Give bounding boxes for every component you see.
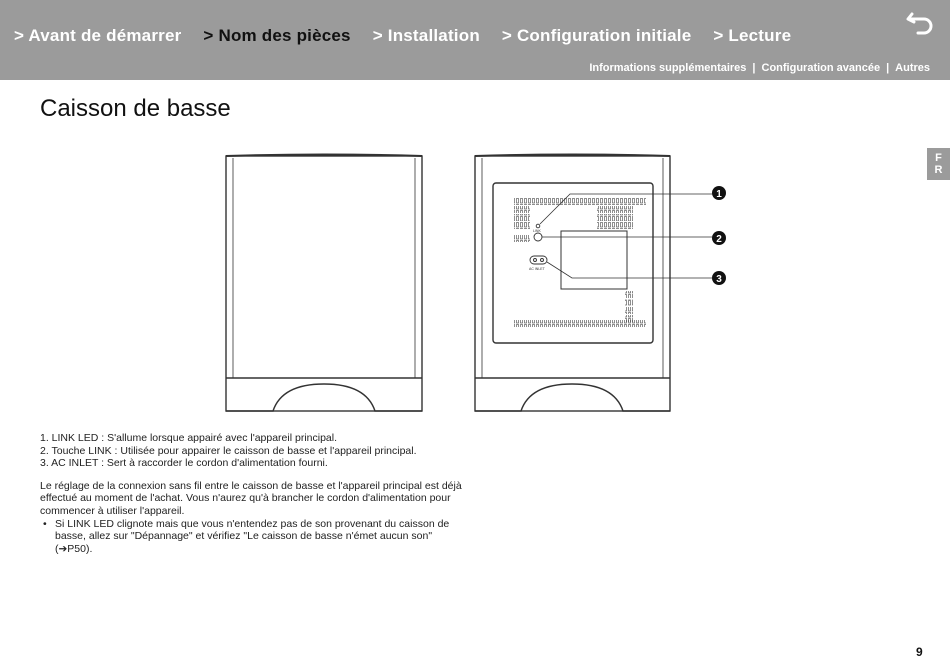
part-item-link-led: 1. LINK LED : S'allume lorsque appairé avec l'appareil principal. xyxy=(40,432,337,444)
ac-inlet-panel-label: AC INLET xyxy=(529,267,545,271)
language-tab-letter: R xyxy=(934,164,943,176)
nav-item-installation[interactable]: > Installation xyxy=(372,26,480,45)
subnav-informations-supplementaires[interactable]: Informations supplémentaires xyxy=(589,62,747,74)
language-tab-letter: F xyxy=(935,152,942,164)
svg-text:3: 3 xyxy=(716,274,722,285)
note-bullet xyxy=(40,518,480,556)
rear-view xyxy=(475,155,670,412)
vent-holes xyxy=(514,198,646,327)
parts-description xyxy=(40,432,480,555)
callout-1 xyxy=(712,186,726,200)
part-item-link-button: 2. Touche LINK : Utilisée pour appairer le caisson de basse et l'appareil principal. xyxy=(40,444,417,457)
note-paragraph: Le réglage de la connexion sans fil entre le caisson de basse et l'appareil principal est déjà effectué au moment de l'achat. Vous n'aurez qu'à brancher le cordon d'alimentation pour commencer à utiliser l'appareil. xyxy=(40,479,462,517)
callout-3 xyxy=(712,271,726,285)
page-reference-link[interactable]: (➔P50). xyxy=(55,542,93,555)
page-title: Caisson de basse xyxy=(40,95,231,122)
subnav-configuration-avancee[interactable]: Configuration avancée xyxy=(761,62,881,74)
nav-item-avant-de-demarrer[interactable]: > Avant de démarrer xyxy=(14,26,182,45)
bullet-dot: • xyxy=(43,517,47,530)
svg-text:2: 2 xyxy=(716,234,722,245)
part-item-ac-inlet: 3. AC INLET : Sert à raccorder le cordon d'alimentation fourni. xyxy=(40,457,328,470)
nav-item-configuration-initiale[interactable]: > Configuration initiale xyxy=(501,26,692,45)
link-panel-label: LINK xyxy=(533,229,541,233)
nav-item-lecture[interactable]: > Lecture xyxy=(713,26,792,45)
nav-item-nom-des-pieces[interactable]: > Nom des pièces xyxy=(203,26,351,45)
subnav-autres[interactable]: Autres xyxy=(895,62,930,74)
callout-2 xyxy=(712,231,726,245)
subnav-separator: | xyxy=(886,62,890,74)
note-bullet-text: Si LINK LED clignote mais que vous n'entendez pas de son provenant du caisson de basse, allez sur "Dépannage" et vérifiez "Le caisson de basse n'émet aucun son" xyxy=(55,517,450,543)
page-number: 9 xyxy=(916,645,923,659)
svg-text:1: 1 xyxy=(716,189,722,200)
subnav-separator: | xyxy=(752,62,756,74)
front-view xyxy=(226,155,422,412)
